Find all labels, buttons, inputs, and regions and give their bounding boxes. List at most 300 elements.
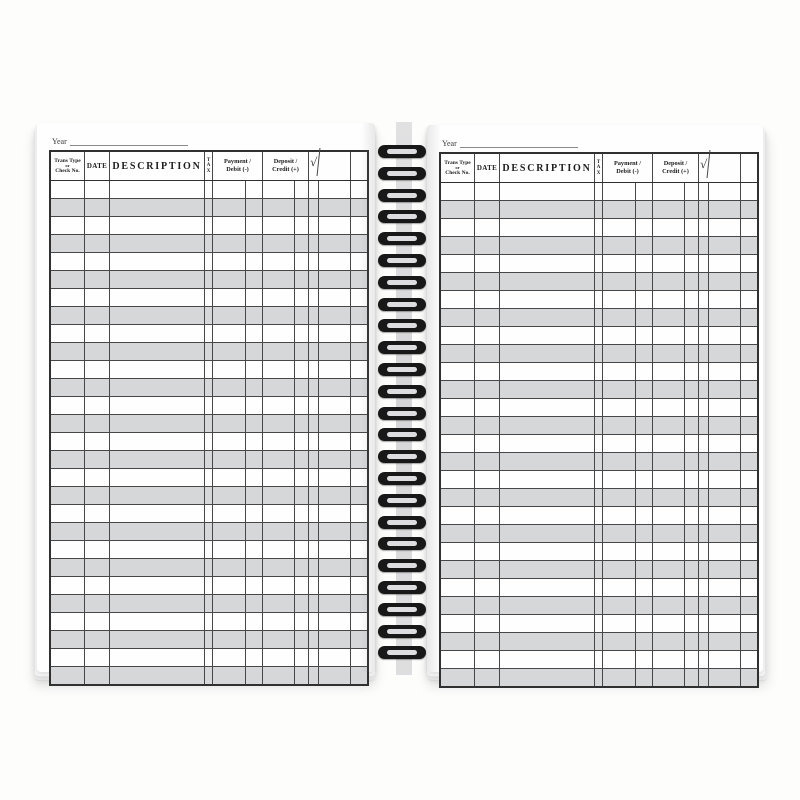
register-cell xyxy=(685,597,699,614)
register-cell xyxy=(85,613,110,630)
register-cell xyxy=(263,595,295,612)
register-cell xyxy=(319,415,351,432)
register-cell xyxy=(295,235,309,252)
register-row xyxy=(441,237,757,255)
register-cell xyxy=(246,307,263,324)
register-cell xyxy=(500,525,595,542)
register-cell xyxy=(246,667,263,684)
register-cell xyxy=(595,183,603,200)
register-cell xyxy=(295,289,309,306)
register-cell xyxy=(603,309,636,326)
register-cell xyxy=(685,273,699,290)
register-cell xyxy=(699,507,709,524)
col-header-tax: T A X xyxy=(595,154,603,182)
register-cell xyxy=(51,253,85,270)
register-row xyxy=(441,219,757,237)
register-cell xyxy=(475,183,500,200)
register-cell xyxy=(205,289,213,306)
register-cell xyxy=(309,361,319,378)
register-cell xyxy=(603,597,636,614)
register-cell xyxy=(636,453,653,470)
register-cell xyxy=(110,289,205,306)
register-cell xyxy=(246,289,263,306)
register-cell xyxy=(636,543,653,560)
register-cell xyxy=(603,417,636,434)
register-cell xyxy=(441,345,475,362)
register-row xyxy=(441,615,757,633)
register-cell xyxy=(110,253,205,270)
register-cell xyxy=(213,505,246,522)
register-body xyxy=(441,183,757,686)
register-cell xyxy=(309,559,319,576)
register-cell xyxy=(636,579,653,596)
register-body xyxy=(51,181,367,684)
register-cell xyxy=(309,199,319,216)
register-row xyxy=(441,417,757,435)
coil-highlight xyxy=(387,563,417,568)
col-header-tax: T A X xyxy=(205,152,213,180)
spiral-coil xyxy=(378,167,426,180)
register-cell xyxy=(441,561,475,578)
register-cell xyxy=(653,543,685,560)
register-cell xyxy=(709,291,741,308)
register-cell xyxy=(51,631,85,648)
register-row xyxy=(51,343,367,361)
register-cell xyxy=(295,613,309,630)
register-cell xyxy=(319,235,351,252)
register-cell xyxy=(653,237,685,254)
register-cell xyxy=(351,181,367,198)
register-cell xyxy=(595,651,603,668)
register-cell xyxy=(85,595,110,612)
col-header-balance-cents xyxy=(351,152,367,180)
register-cell xyxy=(319,253,351,270)
register-cell xyxy=(85,217,110,234)
register-cell xyxy=(685,633,699,650)
register-cell xyxy=(205,361,213,378)
register-cell xyxy=(636,381,653,398)
register-cell xyxy=(636,507,653,524)
register-cell xyxy=(110,595,205,612)
register-cell xyxy=(595,327,603,344)
register-cell xyxy=(351,487,367,504)
register-cell xyxy=(699,201,709,218)
register-row xyxy=(51,253,367,271)
register-cell xyxy=(475,489,500,506)
register-row xyxy=(51,631,367,649)
register-cell xyxy=(500,543,595,560)
register-cell xyxy=(263,433,295,450)
spiral-coil xyxy=(378,428,426,441)
year-label: Year xyxy=(52,137,67,146)
register-cell xyxy=(475,201,500,218)
register-cell xyxy=(85,469,110,486)
register-cell xyxy=(709,399,741,416)
register-cell xyxy=(603,471,636,488)
register-cell xyxy=(213,361,246,378)
register-cell xyxy=(709,201,741,218)
register-cell xyxy=(246,505,263,522)
register-row xyxy=(51,181,367,199)
register-cell xyxy=(351,343,367,360)
register-cell xyxy=(603,453,636,470)
register-cell xyxy=(741,669,757,686)
register-cell xyxy=(709,435,741,452)
register-cell xyxy=(213,451,246,468)
register-cell xyxy=(85,289,110,306)
coil-highlight xyxy=(387,650,417,655)
register-cell xyxy=(263,199,295,216)
spiral-coil xyxy=(378,646,426,659)
register-cell xyxy=(263,613,295,630)
register-cell xyxy=(205,307,213,324)
register-row xyxy=(51,595,367,613)
register-cell xyxy=(319,613,351,630)
register-cell xyxy=(595,237,603,254)
register-cell xyxy=(603,219,636,236)
register-cell xyxy=(699,579,709,596)
register-cell xyxy=(709,309,741,326)
register-cell xyxy=(51,199,85,216)
register-table-right xyxy=(439,152,759,688)
register-cell xyxy=(246,577,263,594)
register-cell xyxy=(213,613,246,630)
register-cell xyxy=(85,361,110,378)
register-cell xyxy=(205,469,213,486)
register-cell xyxy=(85,649,110,666)
register-row xyxy=(441,291,757,309)
col-header-date: DATE xyxy=(475,154,500,182)
register-cell xyxy=(110,271,205,288)
register-cell xyxy=(685,291,699,308)
year-blank-line xyxy=(460,138,578,148)
register-cell xyxy=(500,507,595,524)
spiral-coil xyxy=(378,603,426,616)
register-cell xyxy=(441,633,475,650)
register-cell xyxy=(205,631,213,648)
spiral-coil xyxy=(378,537,426,550)
register-cell xyxy=(85,433,110,450)
register-cell xyxy=(741,417,757,434)
register-cell xyxy=(709,327,741,344)
register-cell xyxy=(85,451,110,468)
register-cell xyxy=(205,451,213,468)
year-label: Year xyxy=(442,139,457,148)
register-cell xyxy=(603,543,636,560)
register-cell xyxy=(475,453,500,470)
register-cell xyxy=(351,631,367,648)
register-row xyxy=(51,487,367,505)
register-row xyxy=(51,559,367,577)
register-cell xyxy=(699,309,709,326)
register-cell xyxy=(636,201,653,218)
register-cell xyxy=(699,183,709,200)
register-cell xyxy=(351,559,367,576)
register-cell xyxy=(636,615,653,632)
register-cell xyxy=(653,561,685,578)
register-cell xyxy=(741,291,757,308)
register-cell xyxy=(441,453,475,470)
register-cell xyxy=(246,217,263,234)
register-cell xyxy=(351,289,367,306)
register-cell xyxy=(263,541,295,558)
register-cell xyxy=(741,327,757,344)
register-cell xyxy=(603,579,636,596)
register-cell xyxy=(110,487,205,504)
register-cell xyxy=(709,615,741,632)
register-cell xyxy=(85,199,110,216)
register-cell xyxy=(295,397,309,414)
coil-highlight xyxy=(387,585,417,590)
register-cell xyxy=(85,667,110,684)
register-cell xyxy=(595,291,603,308)
register-cell xyxy=(205,541,213,558)
register-cell xyxy=(205,523,213,540)
register-cell xyxy=(475,219,500,236)
register-cell xyxy=(205,649,213,666)
register-cell xyxy=(110,433,205,450)
register-cell xyxy=(475,309,500,326)
register-cell xyxy=(500,345,595,362)
register-cell xyxy=(441,219,475,236)
year-field xyxy=(52,133,375,146)
register-row xyxy=(51,199,367,217)
register-cell xyxy=(213,433,246,450)
register-cell xyxy=(295,649,309,666)
register-cell xyxy=(475,561,500,578)
register-table-left xyxy=(49,150,369,686)
register-cell xyxy=(319,523,351,540)
register-cell xyxy=(500,651,595,668)
register-cell xyxy=(110,181,205,198)
register-cell xyxy=(709,489,741,506)
spiral-coil xyxy=(378,363,426,376)
register-cell xyxy=(685,255,699,272)
register-cell xyxy=(319,199,351,216)
register-cell xyxy=(51,649,85,666)
register-row xyxy=(51,433,367,451)
register-cell xyxy=(213,325,246,342)
register-cell xyxy=(295,559,309,576)
register-cell xyxy=(246,379,263,396)
register-cell xyxy=(319,505,351,522)
register-row xyxy=(51,361,367,379)
register-cell xyxy=(263,649,295,666)
register-cell xyxy=(351,199,367,216)
register-cell xyxy=(699,291,709,308)
register-cell xyxy=(295,361,309,378)
register-cell xyxy=(441,507,475,524)
register-cell xyxy=(500,255,595,272)
register-cell xyxy=(351,577,367,594)
register-cell xyxy=(263,307,295,324)
or-label: or xyxy=(455,164,460,170)
register-cell xyxy=(653,579,685,596)
register-cell xyxy=(295,217,309,234)
register-cell xyxy=(653,345,685,362)
register-cell xyxy=(309,397,319,414)
register-cell xyxy=(441,543,475,560)
register-cell xyxy=(603,327,636,344)
spiral-coil xyxy=(378,341,426,354)
register-cell xyxy=(699,345,709,362)
register-cell xyxy=(213,595,246,612)
register-cell xyxy=(603,183,636,200)
register-row xyxy=(441,453,757,471)
register-cell xyxy=(263,325,295,342)
register-cell xyxy=(319,289,351,306)
register-row xyxy=(441,669,757,686)
register-cell xyxy=(685,237,699,254)
or-label: or xyxy=(65,162,70,168)
register-cell xyxy=(709,273,741,290)
right-page xyxy=(427,125,763,672)
register-cell xyxy=(263,451,295,468)
register-cell xyxy=(500,309,595,326)
register-cell xyxy=(85,541,110,558)
register-cell xyxy=(595,219,603,236)
register-row xyxy=(441,435,757,453)
col-header-deposit: Deposit / Credit (+) xyxy=(653,154,699,182)
register-row xyxy=(441,399,757,417)
register-cell xyxy=(213,181,246,198)
register-cell xyxy=(500,471,595,488)
register-row xyxy=(51,235,367,253)
register-row xyxy=(441,561,757,579)
register-cell xyxy=(263,631,295,648)
register-cell xyxy=(213,271,246,288)
register-cell xyxy=(441,435,475,452)
register-cell xyxy=(653,327,685,344)
register-cell xyxy=(351,253,367,270)
register-cell xyxy=(741,489,757,506)
register-row xyxy=(441,633,757,651)
register-cell xyxy=(741,399,757,416)
register-cell xyxy=(309,487,319,504)
coil-highlight xyxy=(387,323,417,328)
register-cell xyxy=(295,595,309,612)
register-cell xyxy=(319,433,351,450)
register-cell xyxy=(653,291,685,308)
register-cell xyxy=(319,577,351,594)
register-cell xyxy=(51,379,85,396)
register-cell xyxy=(213,469,246,486)
register-cell xyxy=(295,577,309,594)
register-cell xyxy=(351,415,367,432)
register-cell xyxy=(595,417,603,434)
register-cell xyxy=(295,433,309,450)
register-cell xyxy=(110,559,205,576)
register-cell xyxy=(603,363,636,380)
register-row xyxy=(51,613,367,631)
register-cell xyxy=(51,595,85,612)
register-cell xyxy=(85,631,110,648)
register-cell xyxy=(309,307,319,324)
register-cell xyxy=(500,561,595,578)
register-cell xyxy=(685,183,699,200)
register-cell xyxy=(636,363,653,380)
register-cell xyxy=(351,505,367,522)
register-cell xyxy=(263,505,295,522)
register-cell xyxy=(475,273,500,290)
register-cell xyxy=(603,435,636,452)
register-cell xyxy=(351,271,367,288)
register-cell xyxy=(110,469,205,486)
register-cell xyxy=(685,417,699,434)
register-cell xyxy=(636,633,653,650)
register-cell xyxy=(699,219,709,236)
register-cell xyxy=(213,397,246,414)
register-cell xyxy=(603,237,636,254)
spiral-binding xyxy=(377,145,427,660)
register-cell xyxy=(685,327,699,344)
register-cell xyxy=(351,307,367,324)
register-cell xyxy=(51,307,85,324)
register-cell xyxy=(741,453,757,470)
register-cell xyxy=(603,651,636,668)
register-cell xyxy=(246,397,263,414)
register-cell xyxy=(636,183,653,200)
register-cell xyxy=(319,595,351,612)
register-cell xyxy=(500,435,595,452)
register-cell xyxy=(636,345,653,362)
register-cell xyxy=(653,597,685,614)
coil-highlight xyxy=(387,498,417,503)
register-cell xyxy=(636,489,653,506)
register-cell xyxy=(319,649,351,666)
coil-highlight xyxy=(387,629,417,634)
register-cell xyxy=(295,415,309,432)
trans-type-label: Trans Type xyxy=(444,159,471,166)
register-cell xyxy=(653,417,685,434)
register-row xyxy=(441,507,757,525)
register-cell xyxy=(699,615,709,632)
register-cell xyxy=(351,523,367,540)
register-cell xyxy=(351,217,367,234)
register-cell xyxy=(110,325,205,342)
register-cell xyxy=(699,669,709,686)
register-cell xyxy=(741,597,757,614)
register-cell xyxy=(653,399,685,416)
register-cell xyxy=(85,397,110,414)
register-cell xyxy=(441,183,475,200)
register-cell xyxy=(295,325,309,342)
register-cell xyxy=(246,433,263,450)
register-cell xyxy=(699,327,709,344)
register-row xyxy=(441,345,757,363)
register-cell xyxy=(653,381,685,398)
register-cell xyxy=(709,363,741,380)
register-cell xyxy=(213,541,246,558)
register-cell xyxy=(110,397,205,414)
register-cell xyxy=(636,327,653,344)
register-cell xyxy=(246,613,263,630)
spiral-coil xyxy=(378,385,426,398)
register-header xyxy=(441,154,757,183)
register-cell xyxy=(309,505,319,522)
register-cell xyxy=(699,381,709,398)
register-cell xyxy=(85,325,110,342)
register-cell xyxy=(205,505,213,522)
register-cell xyxy=(51,487,85,504)
register-cell xyxy=(699,633,709,650)
check-no-label: Check No. xyxy=(55,168,80,175)
register-row xyxy=(51,379,367,397)
register-cell xyxy=(213,199,246,216)
register-cell xyxy=(441,597,475,614)
spiral-coil xyxy=(378,407,426,420)
register-cell xyxy=(699,561,709,578)
